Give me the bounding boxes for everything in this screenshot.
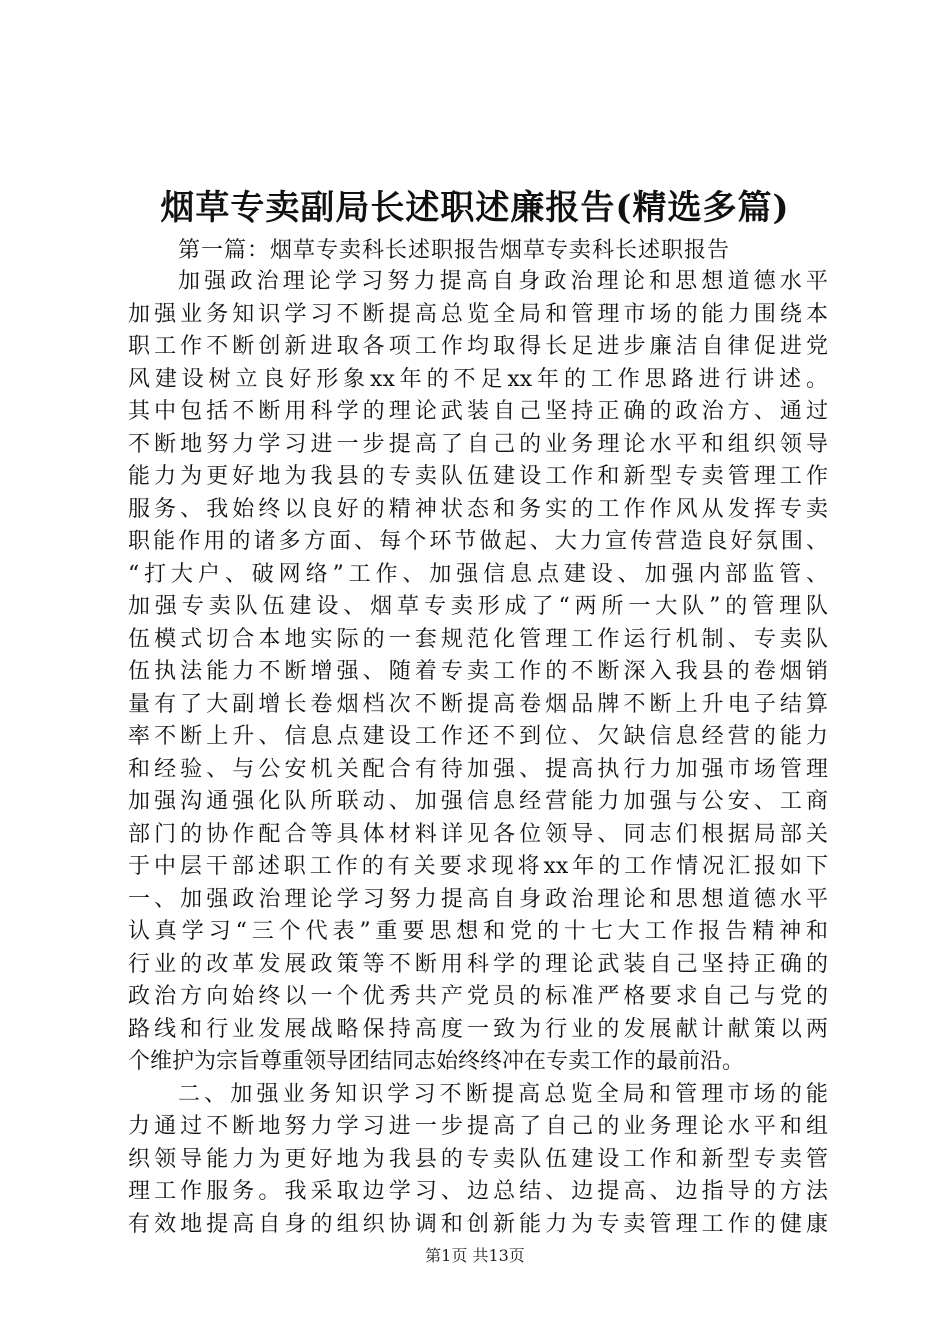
body-line: 伍执法能力不断增强、随着专卖工作的不断深入我县的卷烟销 — [128, 659, 828, 684]
body-line: 政治方向始终以一个优秀共产党员的标准严格要求自己与党的 — [128, 984, 828, 1009]
body-line: 量有了大副增长卷烟档次不断提高卷烟品牌不断上升电子结算 — [128, 691, 828, 717]
body-line: 力通过不断地努力学习进一步提高了自己的业务理论水平和组 — [128, 1114, 828, 1139]
body-line: 职工作不断创新进取各项工作均取得长足进步廉洁自律促进党 — [128, 334, 828, 359]
body-line: 一、加强政治理论学习努力提高自身政治理论和思想道德水平 — [128, 886, 828, 912]
body-line: 能力为更好地为我县的专卖队伍建设工作和新型专卖管理工作 — [128, 464, 828, 489]
body-line: 其中包括不断用科学的理论武装自己坚持正确的政治方、通过 — [128, 399, 828, 424]
body-line: 风建设树立良好形象xx年的不足xx年的工作思路进行讲述。 — [128, 366, 828, 392]
body-line: 于中层干部述职工作的有关要求现将xx年的工作情况汇报如下 — [128, 854, 828, 879]
body-line: “打大户、破网络”工作、加强信息点建设、加强内部监管、 — [128, 561, 828, 587]
body-line: 行业的改革发展政策等不断用科学的理论武装自己坚持正确的 — [128, 951, 828, 977]
body-line: 二、加强业务知识学习不断提高总览全局和管理市场的能 — [178, 1081, 828, 1107]
document-body — [128, 266, 828, 1241]
body-line: 织领导能力为更好地为我县的专卖队伍建设工作和新型专卖管 — [128, 1146, 828, 1172]
body-line: 加强业务知识学习不断提高总览全局和管理市场的能力围绕本 — [128, 301, 828, 327]
page-footer: 第1页 共13页 — [425, 1246, 525, 1265]
document-title: 烟草专卖副局长述职述廉报告(精选多篇) — [160, 188, 790, 228]
body-line: 路线和行业发展战略保持高度一致为行业的发展献计献策以两 — [128, 1016, 828, 1042]
body-line: 个维护为宗旨尊重领导团结同志始终终冲在专卖工作的最前沿。 — [128, 1049, 745, 1074]
body-line: 和经验、与公安机关配合有待加强、提高执行力加强市场管理 — [128, 756, 828, 782]
body-line: 加强沟通强化队所联动、加强信息经营能力加强与公安、工商 — [128, 789, 828, 814]
body-line: 伍模式切合本地实际的一套规范化管理工作运行机制、专卖队 — [128, 626, 828, 652]
body-line: 服务、我始终以良好的精神状态和务实的工作作风从发挥专卖 — [128, 496, 828, 522]
body-line: 职能作用的诸多方面、每个环节做起、大力宣传营造良好氛围、 — [128, 529, 828, 554]
body-line: 加强专卖队伍建设、烟草专卖形成了“两所一大队”的管理队 — [128, 594, 828, 619]
body-line: 有效地提高自身的组织协调和创新能力为专卖管理工作的健康 — [128, 1211, 828, 1237]
body-line: 加强政治理论学习努力提高自身政治理论和思想道德水平 — [178, 269, 828, 294]
body-line: 理工作服务。我采取边学习、边总结、边提高、边指导的方法 — [128, 1179, 828, 1204]
body-line: 部门的协作配合等具体材料详见各位领导、同志们根据局部关 — [128, 821, 828, 847]
document-subtitle: 第一篇：烟草专卖科长述职报告烟草专卖科长述职报告 — [178, 238, 731, 263]
body-line: 不断地努力学习进一步提高了自己的业务理论水平和组织领导 — [128, 431, 828, 457]
body-line: 率不断上升、信息点建设工作还不到位、欠缺信息经营的能力 — [128, 724, 828, 749]
body-line: 认真学习“三个代表”重要思想和党的十七大工作报告精神和 — [128, 919, 828, 944]
